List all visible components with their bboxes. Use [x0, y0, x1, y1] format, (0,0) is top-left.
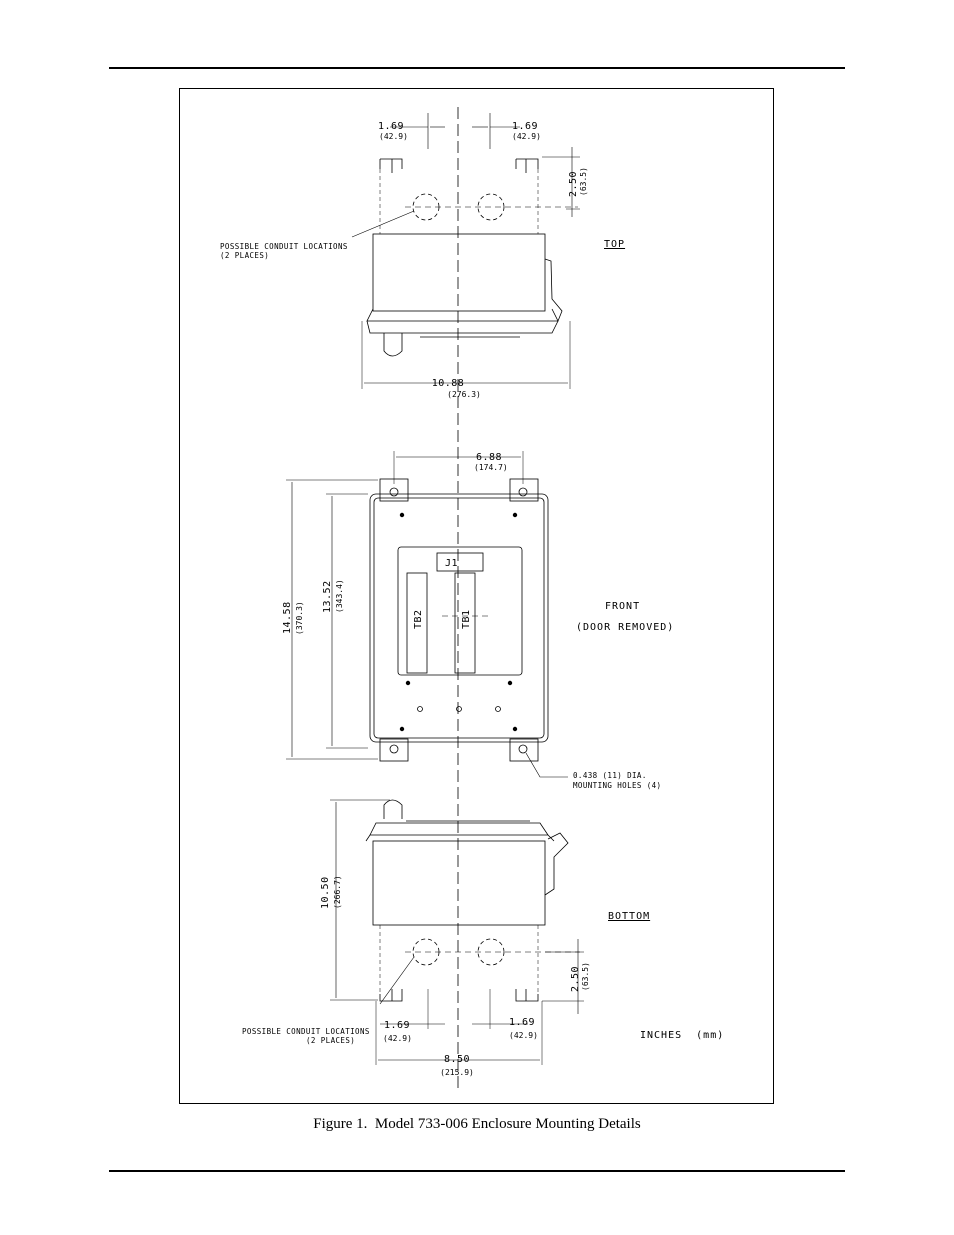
- front-view-title: FRONT: [605, 601, 641, 612]
- front-view-subtitle: (DOOR REMOVED): [576, 622, 675, 633]
- enclosure-drawing: [180, 89, 775, 1105]
- top-dim-width-mm: (276.3): [447, 390, 481, 399]
- top-view: [352, 113, 580, 389]
- bottom-dim-width-mm: (215.9): [440, 1068, 474, 1077]
- front-view: [286, 451, 568, 777]
- bottom-dim-conduit: 2.50: [570, 965, 581, 992]
- footer-rule: [109, 1170, 845, 1172]
- bottom-view-title: BOTTOM: [608, 911, 651, 922]
- top-dim-right: 1.69: [512, 121, 539, 132]
- bottom-dim-left: 1.69: [384, 1020, 411, 1031]
- front-holes-line1: 0.438 (11) DIA.: [573, 771, 647, 780]
- bottom-dim-right: 1.69: [509, 1017, 536, 1028]
- top-view-title: TOP: [604, 239, 626, 250]
- front-label-j1: J1: [445, 558, 459, 569]
- front-dim-overall-height-mm: (370.3): [295, 601, 304, 635]
- top-dim-height: 2.50: [568, 170, 579, 197]
- front-dim-body-height-mm: (343.4): [335, 579, 344, 613]
- front-dim-body-height: 13.52: [322, 580, 333, 613]
- top-dim-width: 10.88: [431, 378, 465, 389]
- bottom-dim-conduit-mm: (63.5): [581, 962, 590, 991]
- bottom-view: [330, 800, 584, 1065]
- bottom-dim-width: 8.50: [443, 1054, 471, 1065]
- top-dim-height-mm: (63.5): [579, 167, 588, 196]
- top-dim-left-mm: (42.9): [379, 132, 408, 141]
- units-label: INCHES (mm): [640, 1030, 725, 1041]
- bottom-conduit-line2: (2 PLACES): [306, 1036, 356, 1045]
- front-dim-hole-spacing-mm: (174.7): [474, 463, 508, 472]
- figure-caption: Figure 1. Model 733-006 Enclosure Mounting Details: [313, 1116, 641, 1132]
- front-label-tb1: TB1: [461, 609, 472, 629]
- top-conduit-line1: POSSIBLE CONDUIT LOCATIONS: [220, 242, 348, 251]
- figure-frame: [179, 88, 774, 1104]
- front-label-tb2: TB2: [413, 609, 424, 629]
- front-dim-hole-spacing: 6.88: [476, 452, 503, 463]
- top-dim-right-mm: (42.9): [512, 132, 541, 141]
- bottom-conduit-line1: POSSIBLE CONDUIT LOCATIONS: [242, 1027, 370, 1036]
- bottom-dim-right-mm: (42.9): [509, 1031, 538, 1040]
- bottom-dim-left-mm: (42.9): [383, 1034, 412, 1043]
- bottom-dim-height: 10.50: [320, 876, 331, 909]
- header-rule: [109, 67, 845, 69]
- front-holes-line2: MOUNTING HOLES (4): [573, 781, 662, 790]
- top-conduit-line2: (2 PLACES): [220, 251, 270, 260]
- bottom-dim-height-mm: (266.7): [333, 875, 342, 909]
- front-dim-overall-height: 14.58: [282, 601, 293, 634]
- top-dim-left: 1.69: [378, 121, 405, 132]
